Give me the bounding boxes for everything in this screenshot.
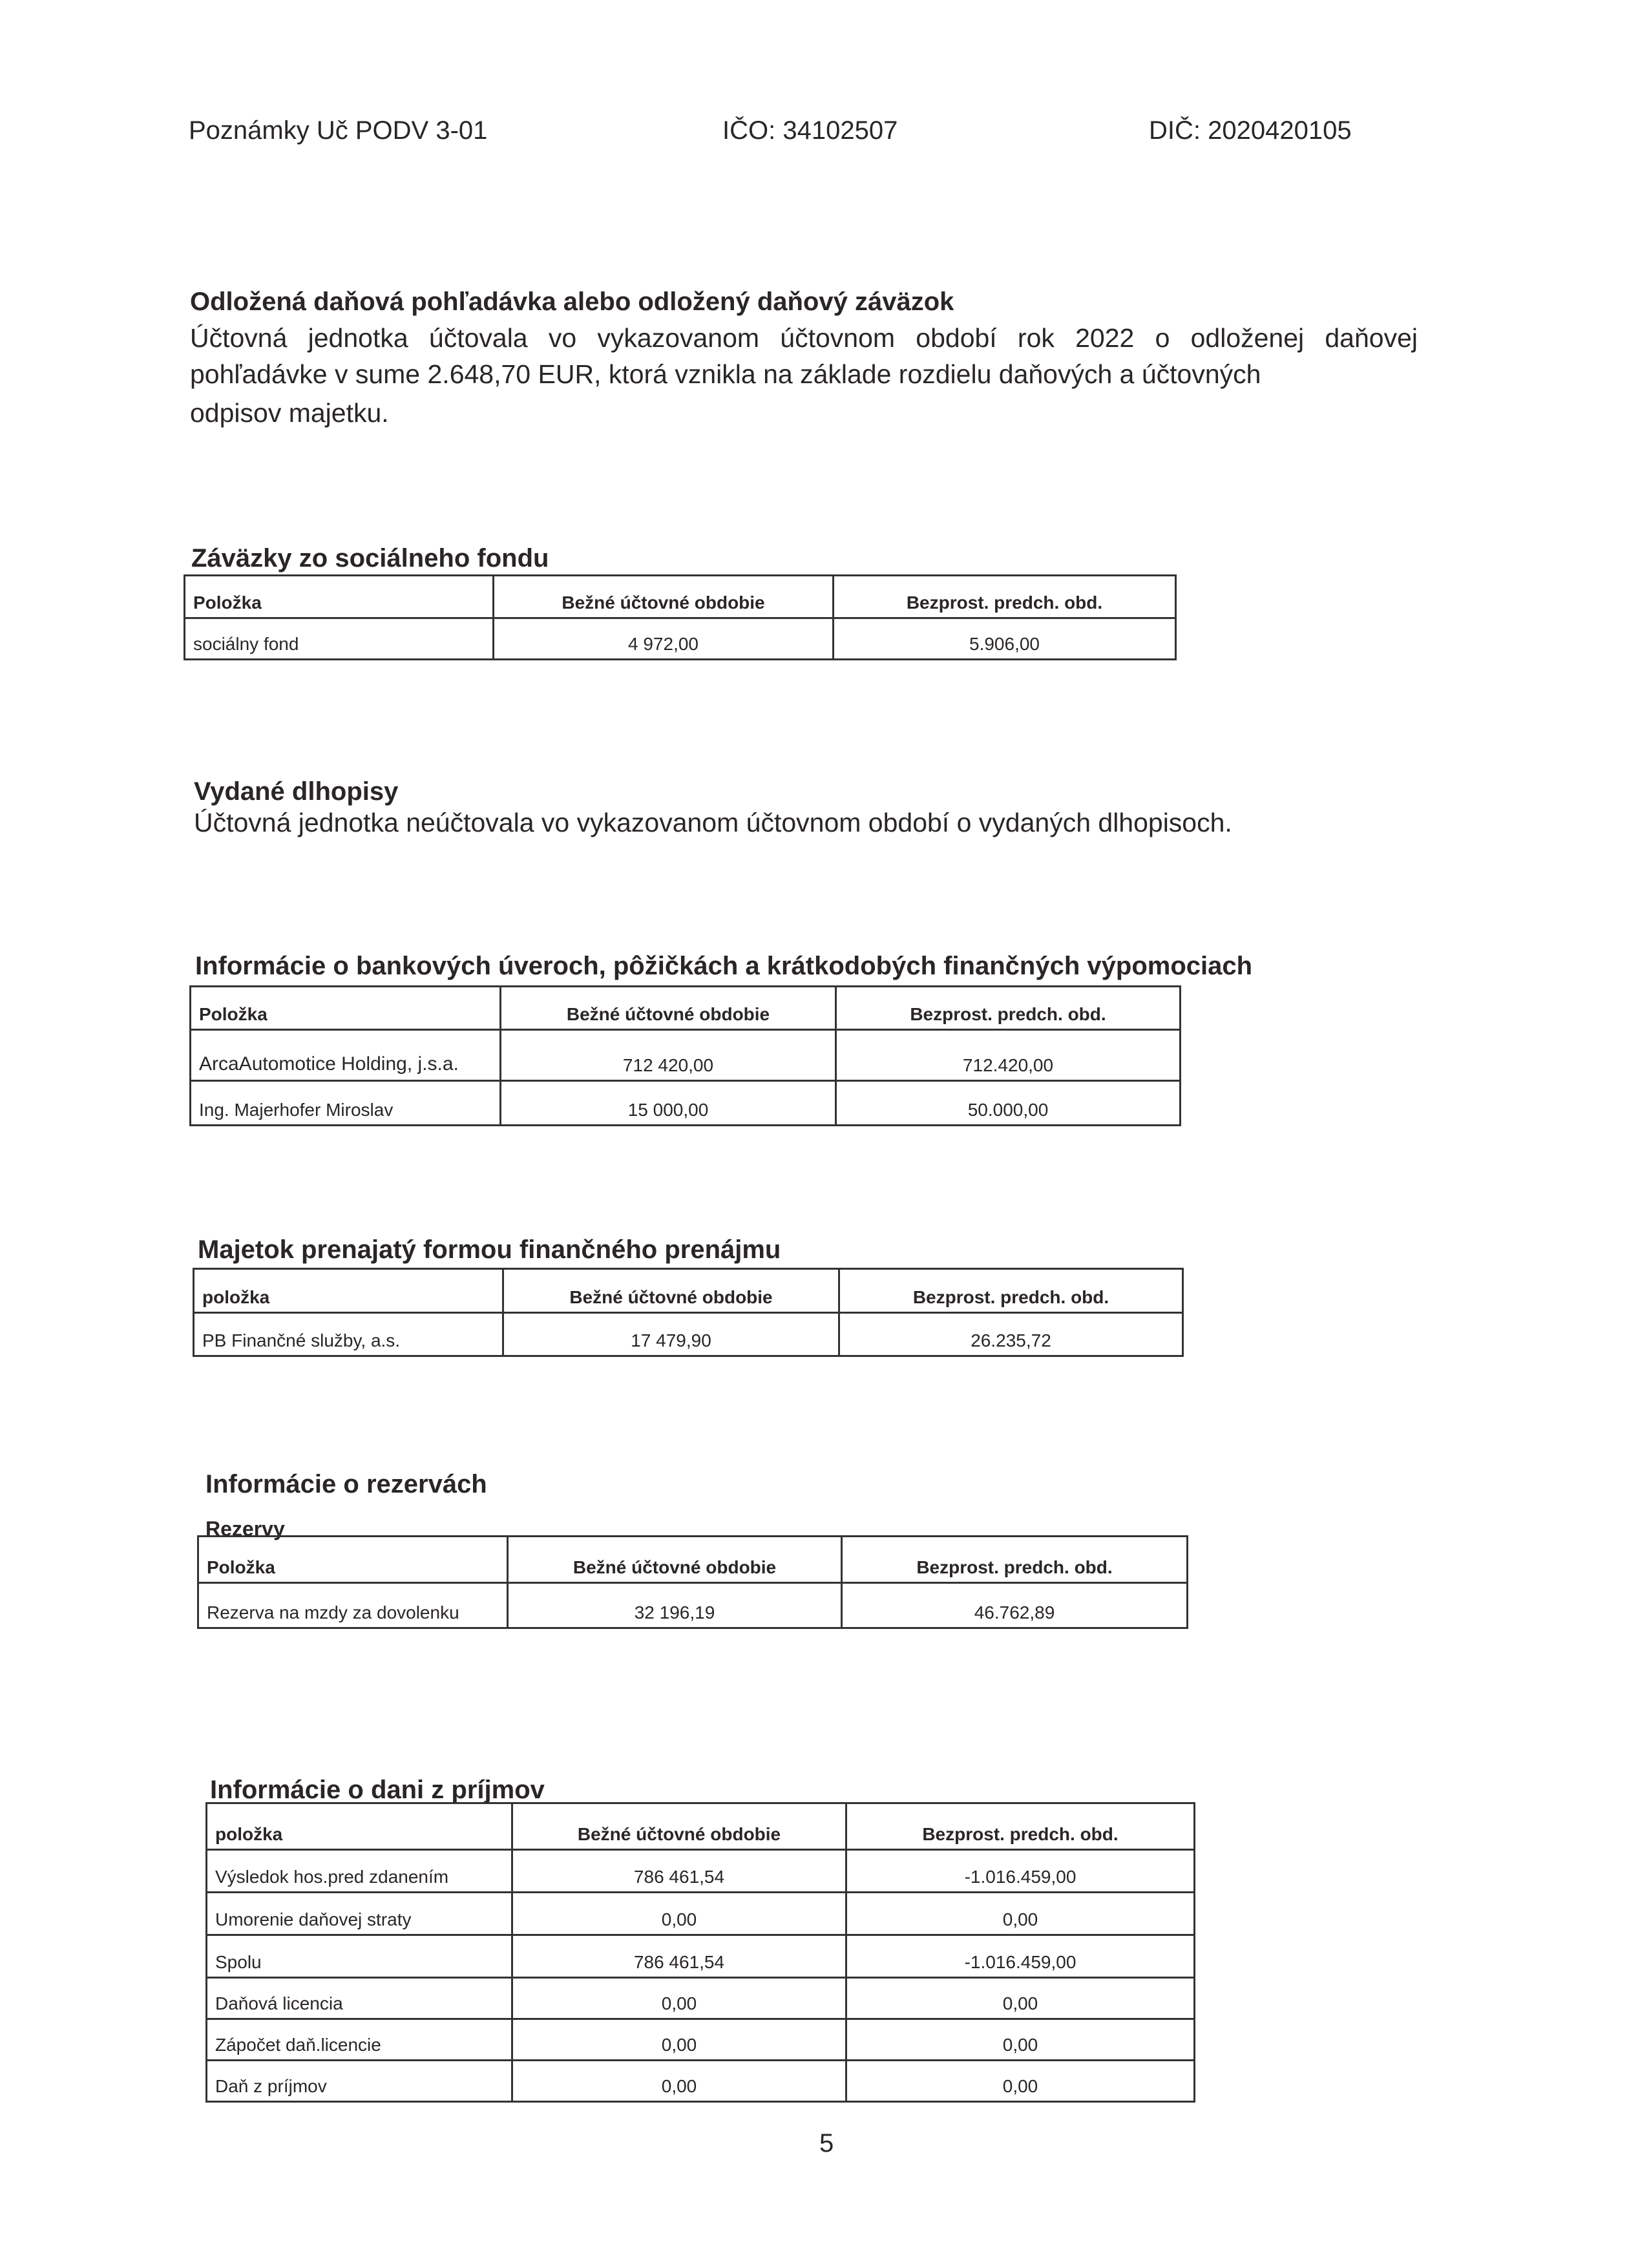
cell: Spolu (207, 1935, 512, 1978)
bonds-heading: Vydané dlhopisy (194, 777, 399, 806)
cell: 0,00 (846, 2019, 1195, 2061)
doc-header-ico: IČO: 34102507 (722, 116, 898, 145)
cell: -1.016.459,00 (846, 1850, 1195, 1893)
cell: 50.000,00 (836, 1081, 1181, 1126)
reserves-subheading: Rezervy (205, 1517, 285, 1540)
cell: 15 000,00 (501, 1081, 836, 1126)
cell: Daň z príjmov (207, 2061, 512, 2102)
table-row (207, 1935, 1195, 1978)
cell: 0,00 (512, 2061, 846, 2102)
income-tax-table (205, 1802, 1195, 2103)
leasing-table (193, 1268, 1184, 1357)
social-fund-table (184, 574, 1177, 660)
cell: Rezerva na mzdy za dovolenku (198, 1583, 508, 1628)
table-row (194, 1313, 1183, 1356)
col-header: Položka (191, 987, 501, 1030)
cell: 0,00 (512, 1893, 846, 1935)
col-header: Bezprost. predch. obd. (836, 987, 1181, 1030)
deferred-tax-line-1: Účtovná jednotka účtovala vo vykazovanom účtovnom období rok 2022 o odloženej daňovej (190, 323, 1418, 353)
page-number: 5 (819, 2129, 834, 2158)
cell: -1.016.459,00 (846, 1935, 1195, 1978)
table-row (207, 2061, 1195, 2102)
cell: Ing. Majerhofer Miroslav (191, 1081, 501, 1126)
col-header: Bežné účtovné obdobie (501, 987, 836, 1030)
cell: 786 461,54 (512, 1935, 846, 1978)
deferred-tax-line-3: odpisov majetku. (190, 398, 389, 428)
col-header: Položka (185, 576, 494, 618)
income-tax-heading: Informácie o dani z príjmov (210, 1776, 545, 1804)
table-row (191, 1081, 1181, 1126)
col-header: Bežné účtovné obdobie (503, 1269, 839, 1313)
cell: 0,00 (846, 1978, 1195, 2019)
table-row (207, 2019, 1195, 2061)
col-header: Bežné účtovné obdobie (508, 1537, 842, 1583)
deferred-tax-heading: Odložená daňová pohľadávka alebo odložený daňový záväzok (190, 288, 954, 316)
cell: 5.906,00 (834, 618, 1176, 660)
cell: 32 196,19 (508, 1583, 842, 1628)
cell: 0,00 (846, 2061, 1195, 2102)
cell: 26.235,72 (839, 1313, 1183, 1356)
deferred-tax-line-2: pohľadávke v sume 2.648,70 EUR, ktorá vznikla na základe rozdielu daňových a účtovných (190, 359, 1261, 389)
table-header-row (207, 1803, 1195, 1850)
cell: 0,00 (512, 2019, 846, 2061)
table-header-row (185, 576, 1176, 618)
table-row (207, 1978, 1195, 2019)
col-header: Bezprost. predch. obd. (842, 1537, 1188, 1583)
cell: 712.420,00 (836, 1030, 1181, 1081)
cell: 0,00 (846, 1893, 1195, 1935)
bonds-text: Účtovná jednotka neúčtovala vo vykazovanom účtovnom období o vydaných dlhopisoch. (194, 808, 1232, 837)
reserves-table (197, 1535, 1188, 1629)
col-header: Bežné účtovné obdobie (512, 1803, 846, 1850)
table-header-row (194, 1269, 1183, 1313)
cell: Zápočet daň.licencie (207, 2019, 512, 2061)
col-header: Bezprost. predch. obd. (839, 1269, 1183, 1313)
cell: sociálny fond (185, 618, 494, 660)
leasing-heading: Majetok prenajatý formou finančného prenájmu (198, 1235, 781, 1264)
table-header-row (198, 1537, 1188, 1583)
col-header: položka (207, 1803, 512, 1850)
cell: 786 461,54 (512, 1850, 846, 1893)
reserves-heading: Informácie o rezervách (205, 1470, 487, 1498)
table-row (191, 1030, 1181, 1081)
col-header: položka (194, 1269, 503, 1313)
loans-heading: Informácie o bankových úveroch, pôžičkách a krátkodobých finančných výpomociach (195, 952, 1253, 980)
col-header: Bezprost. predch. obd. (834, 576, 1176, 618)
cell: 17 479,90 (503, 1313, 839, 1356)
cell: ArcaAutomotice Holding, j.s.a. (191, 1030, 501, 1081)
cell: PB Finančné služby, a.s. (194, 1313, 503, 1356)
loans-table (189, 985, 1181, 1126)
doc-header-dic: DIČ: 2020420105 (1149, 116, 1352, 145)
cell: 0,00 (512, 1978, 846, 2019)
doc-header-notes: Poznámky Uč PODV 3-01 (189, 116, 488, 145)
col-header: Bežné účtovné obdobie (494, 576, 834, 618)
cell: 712 420,00 (501, 1030, 836, 1081)
col-header: Bezprost. predch. obd. (846, 1803, 1195, 1850)
cell: Daňová licencia (207, 1978, 512, 2019)
table-row (207, 1850, 1195, 1893)
cell: Výsledok hos.pred zdanením (207, 1850, 512, 1893)
cell: Umorenie daňovej straty (207, 1893, 512, 1935)
cell: 46.762,89 (842, 1583, 1188, 1628)
col-header: Položka (198, 1537, 508, 1583)
cell: 4 972,00 (494, 618, 834, 660)
table-row (198, 1583, 1188, 1628)
table-row (185, 618, 1176, 660)
social-fund-heading: Záväzky zo sociálneho fondu (191, 544, 549, 572)
table-row (207, 1893, 1195, 1935)
table-header-row (191, 987, 1181, 1030)
